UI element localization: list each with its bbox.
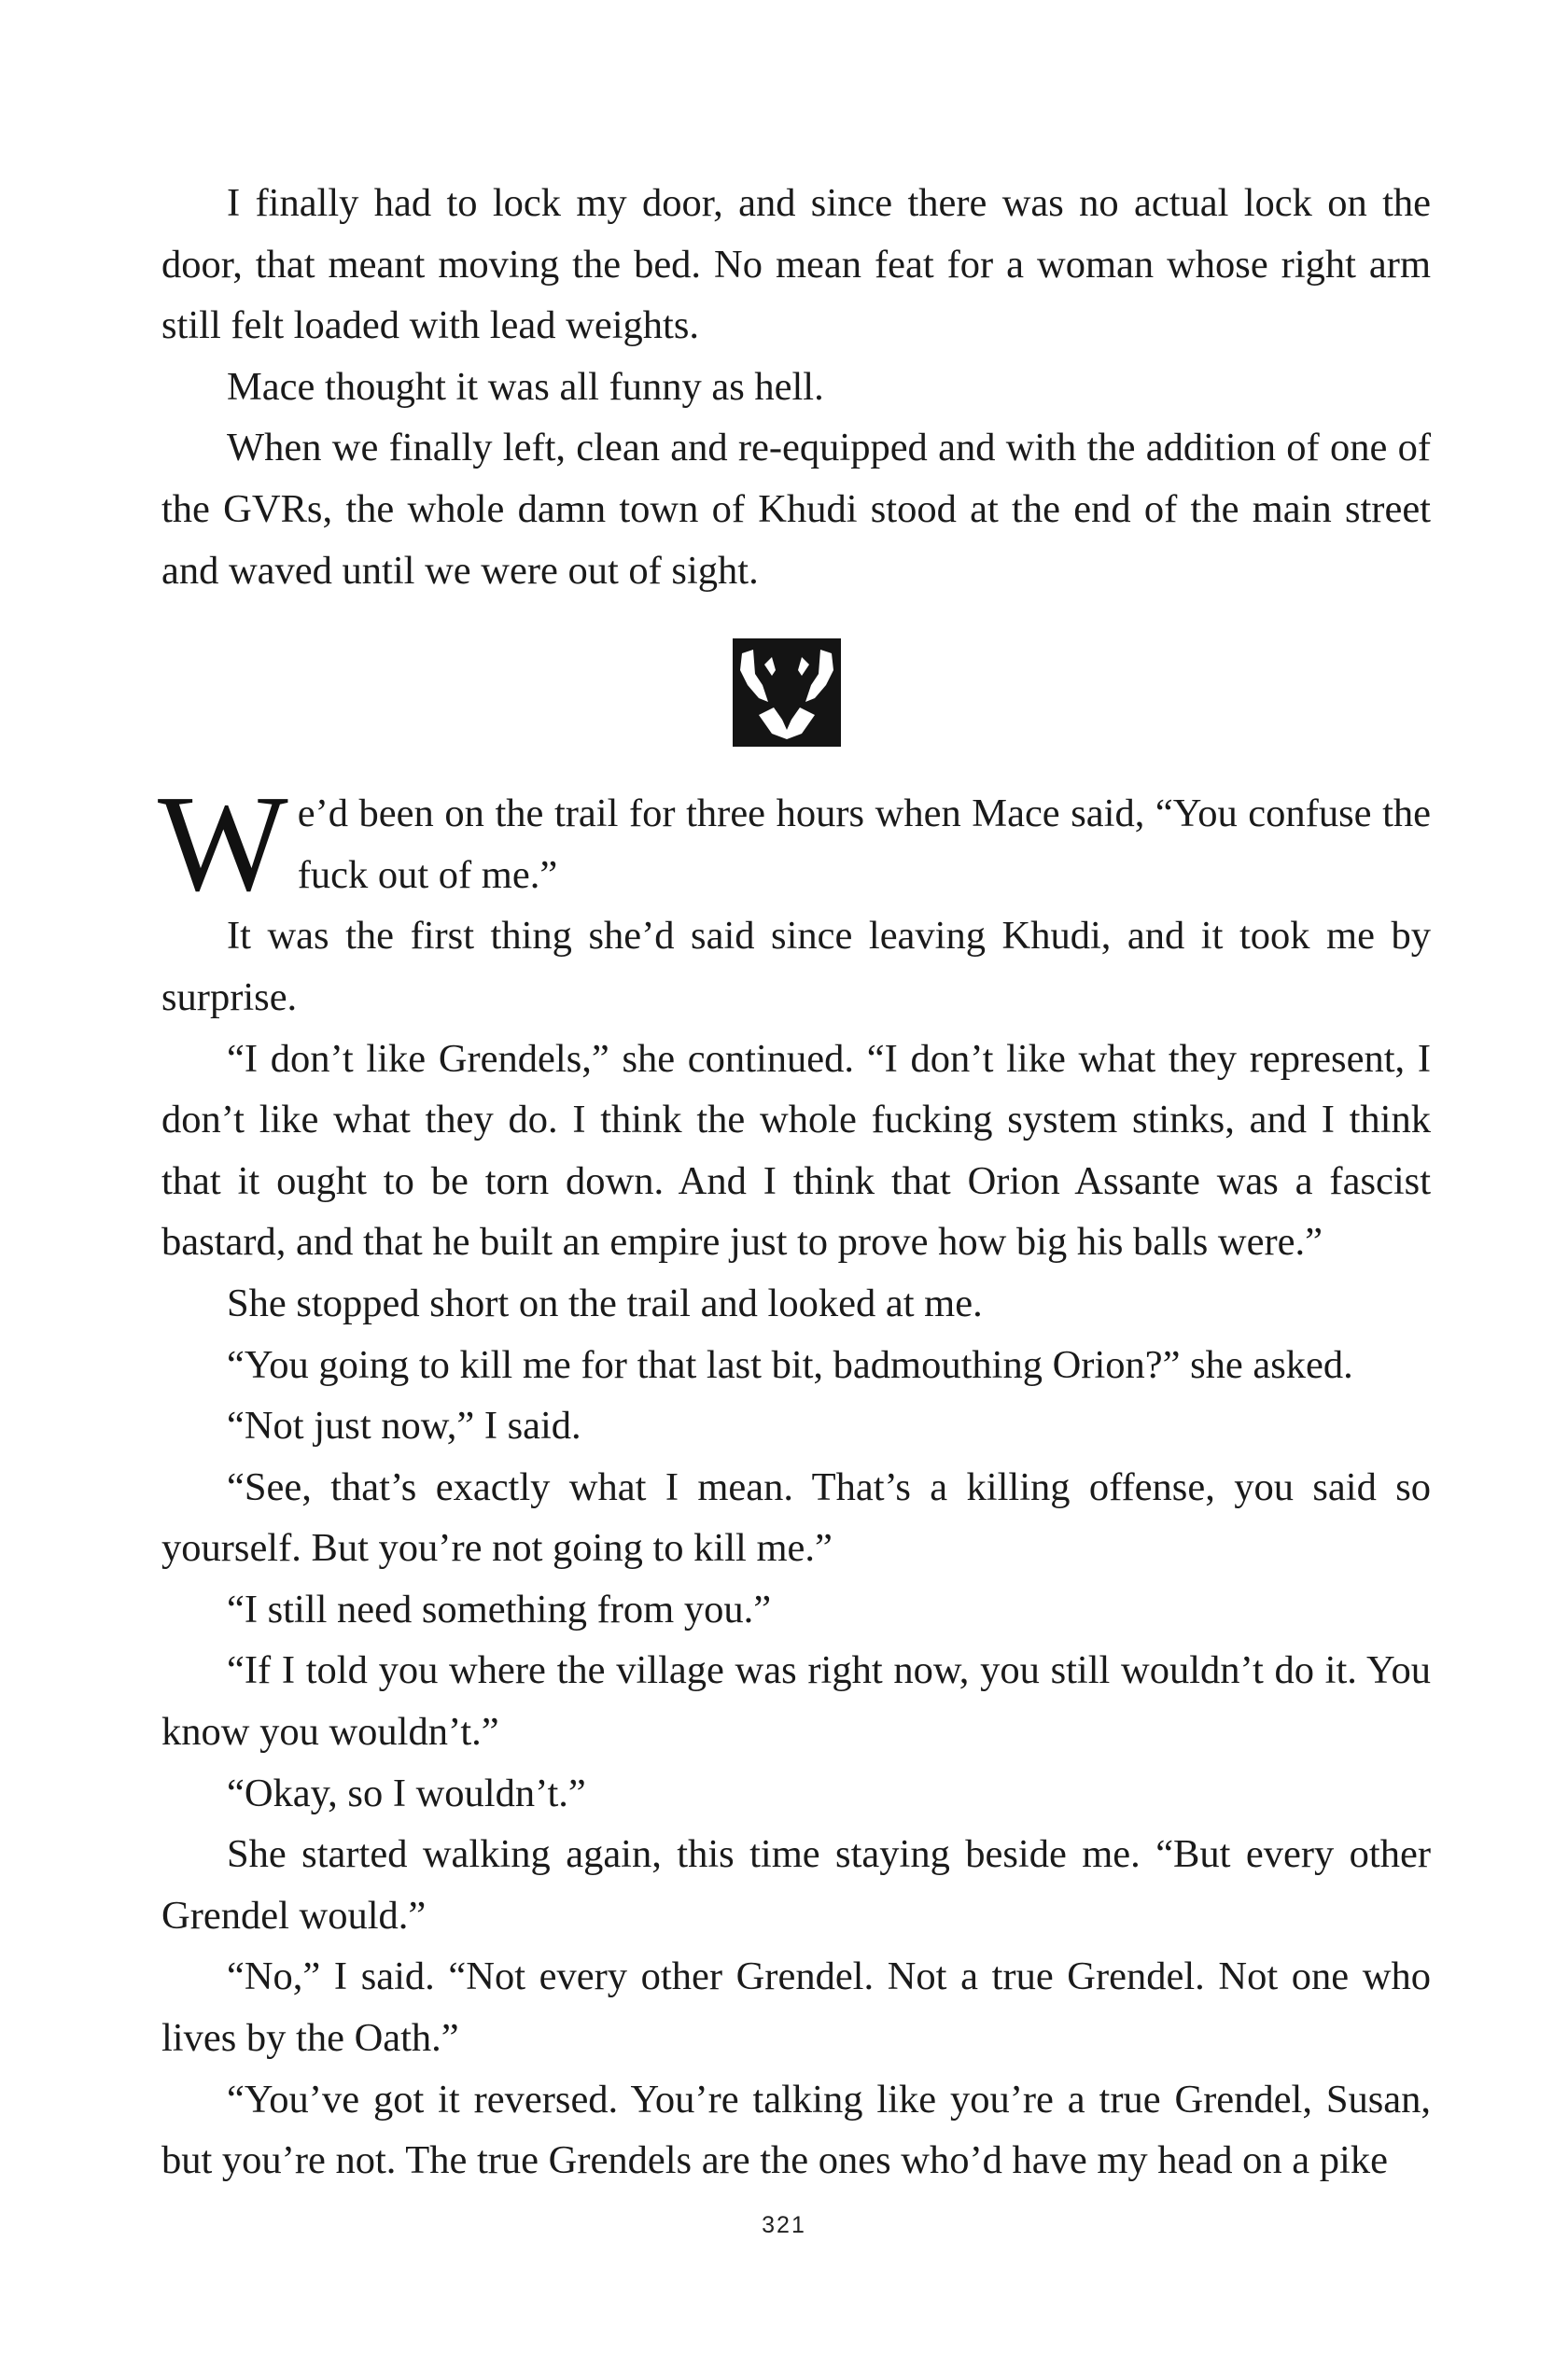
paragraph: It was the first thing she’d said since leaving Khudi, and it took me by surprise. bbox=[161, 914, 1431, 1019]
drop-cap: W bbox=[158, 767, 288, 921]
paragraph: She started walking again, this time staying beside me. “But every other Grendel would.” bbox=[161, 1832, 1431, 1938]
paragraph: “You’ve got it reversed. You’re talking like you’re a true Grendel, Susan, but you’re not. The true Grendels are the ones who’d have my head on a pike bbox=[161, 2077, 1431, 2183]
paragraph: “Not just now,” I said. bbox=[227, 1404, 581, 1449]
scene-break bbox=[161, 601, 1431, 783]
paragraph: “If I told you where the village was right now, you still wouldn’t do it. You know you wouldn’t.” bbox=[161, 1648, 1431, 1755]
paragraph: “I still need something from you.” bbox=[227, 1587, 772, 1632]
paragraph: “See, that’s exactly what I mean. That’s a killing offense, you said so yourself. But you’re not going to kill me.” bbox=[161, 1464, 1431, 1571]
scene-break-ornament-icon bbox=[731, 637, 843, 749]
paragraph: She stopped short on the trail and looked at me. bbox=[227, 1281, 983, 1325]
paragraph: Mace thought it was all funny as hell. bbox=[227, 364, 824, 409]
paragraph: When we finally left, clean and re-equipped and with the addition of one of the GVRs, the whole damn town of Khudi stood at the end of the main street and waved until we were out of sight. bbox=[161, 426, 1431, 593]
page-body bbox=[158, 173, 1431, 2192]
paragraph: “I don’t like Grendels,” she continued. “I don’t like what they represent, I don’t like what they do. I think the whole fucking system stinks, and I think that it ought to be torn down. And I think that Orion Assante was a fascist bastard, and that he built an empire just to prove how big his balls were.” bbox=[161, 1036, 1431, 1265]
paragraph: “You going to kill me for that last bit, badmouthing Orion?” she asked. bbox=[227, 1342, 1353, 1387]
page-number: 321 bbox=[762, 2212, 806, 2238]
opening-paragraph-text: e’d been on the trail for three hours when Mace said, “You confuse the fuck out of me.” bbox=[297, 791, 1431, 897]
paragraph: “Okay, so I wouldn’t.” bbox=[227, 1771, 586, 1815]
paragraph: “No,” I said. “Not every other Grendel. Not a true Grendel. Not one who lives by the Oath.” bbox=[161, 1954, 1431, 2061]
paragraph: I finally had to lock my door, and since there was no actual lock on the door, that meant moving the bed. No mean feat for a woman whose right arm still felt loaded with lead weights. bbox=[161, 181, 1431, 348]
opening-paragraph bbox=[158, 767, 1431, 921]
